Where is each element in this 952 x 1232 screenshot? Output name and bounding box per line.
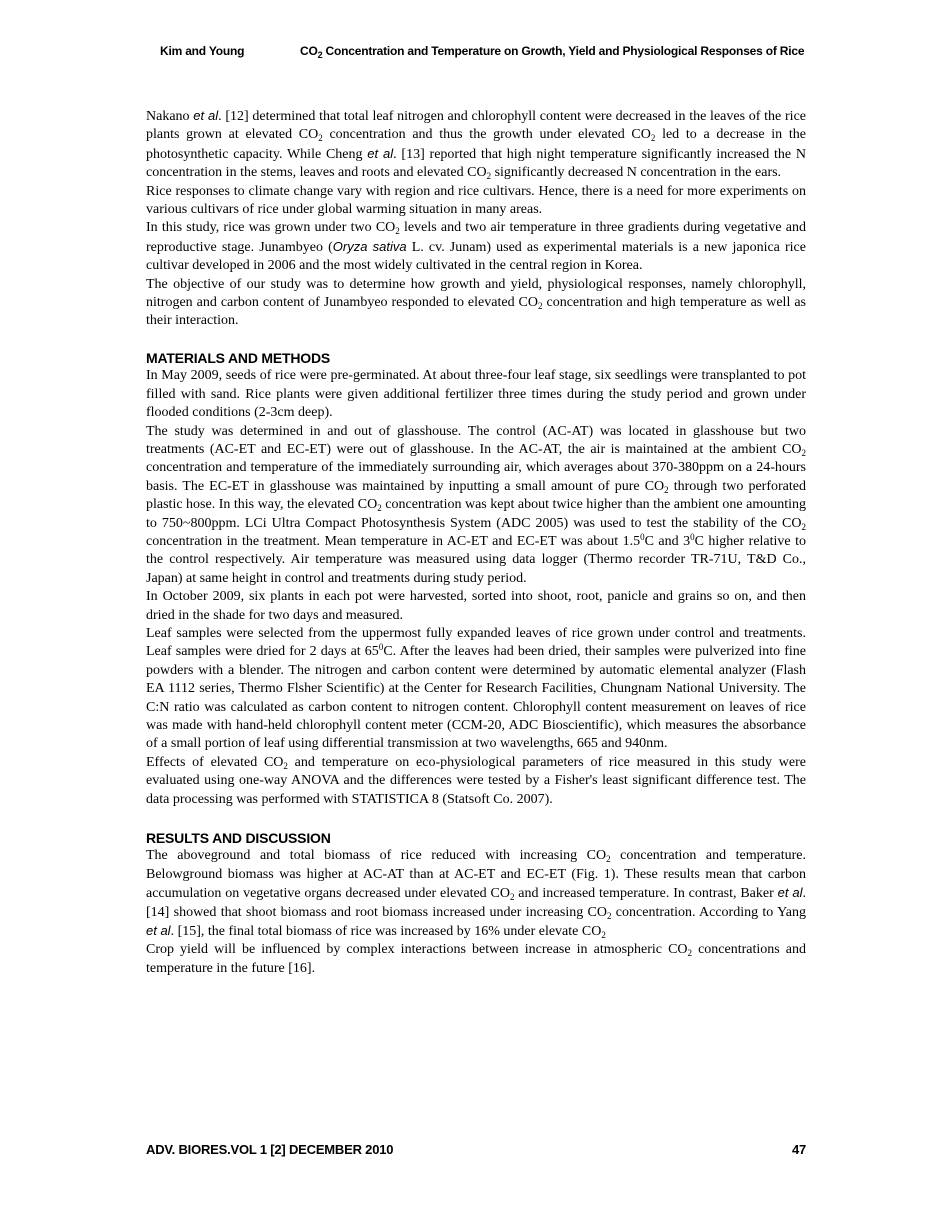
running-header <box>160 44 820 58</box>
page-footer <box>146 1142 806 1157</box>
intro-paragraph-3: In this study, rice was grown under two $CO_2$ levels and two air temperature in three gradients during vegetative and reproductive stage. Junambyeo (Oryza sativa L. cv. Junam) used as experimental materials is a new japonica rice cultivar developed in 2006 and the most widely cultivated in the central region in Korea. <box>146 220 806 274</box>
intro-paragraph-1: Nakano et al. [12] determined that total leaf nitrogen and chlorophyll content were decreased in the leaves of the rice plants grown at elevated $CO_2$ concentration and thus the growth under elevated $CO_2$ led to a decrease in the photosynthetic capacity. While Cheng et al. [13] reported that high night temperature significantly increased the N concentration in the stems, leaves and roots and elevated $CO_2$ significantly decreased N concentration in the ears. <box>146 108 806 182</box>
section-heading-methods: MATERIALS AND METHODS <box>146 349 331 366</box>
page-number: 47 <box>791 1142 806 1157</box>
section-heading-results: RESULTS AND DISCUSSION <box>146 830 331 847</box>
results-paragraph-2: Crop yield will be influenced by complex interactions between increase in atmospheric $CO_2$ concentrations and temperature in the future [16]. <box>146 942 806 976</box>
header-authors: Kim and Young <box>160 44 245 58</box>
footer-journal: ADV. BIORES.VOL 1 [2] DECEMBER 2010 <box>146 1142 394 1157</box>
methods-paragraph-1: In May 2009, seeds of rice were pre-germinated. At about three-four leaf stage, six seedlings were transplanted to pot filled with sand. Rice plants were given additional fertilizer three times during the study period and grown under flooded conditions (2-3cm deep). <box>146 368 806 421</box>
article-body <box>146 107 806 978</box>
results-paragraph-1: The aboveground and total biomass of rice reduced with increasing $CO_2$ concentration and temperature. Belowground biomass was higher at AC-AT than at AC-ET and EC-ET (Fig. 1). These results mean that carbon accumulation on vegetative organs decreased under elevated $CO_2$ and increased temperature. In contrast, Baker et al. [14] showed that shoot biomass and root biomass increased under increasing $CO_2$ concentration. According to Yang et al. [15], the final total biomass of rice was increased by 16% under elevate $CO_2$ <box>146 848 807 941</box>
intro-paragraph-2: Rice responses to climate change vary with region and rice cultivars. Hence, there is a need for more experiments on various cultivars of rice under global warming situation in many areas. <box>146 183 806 218</box>
methods-paragraph-5: Effects of elevated $CO_2$ and temperature on eco-physiological parameters of rice measured in this study were evaluated using one-way ANOVA and the differences were tested by a Fisher's least significant difference test. The data processing was performed with STATISTICA 8 (Statsoft Co. 2007). <box>146 754 806 807</box>
methods-paragraph-3: In October 2009, six plants in each pot were harvested, sorted into shoot, root, panicle and grains so on, and then dried in the shade for two days and measured. <box>146 589 806 623</box>
methods-paragraph-4: Leaf samples were selected from the uppermost fully expanded leaves of rice grown under control and treatments. Leaf samples were dried for 2 days at $65^0C$. After the leaves had been dried, their samples were pulverized into fine powders with a blender. The nitrogen and carbon content were determined by automatic elemental analyzer (Flash EA 1112 series, Thermo Flsher Scientific) at the Center for Research Facilities, Chungnam National University. The C:N ratio was calculated as carbon content to nitrogen content. Chlorophyll content measurement on leaves of rice was made with hand-held chlorophyll content meter (CCM-20, ADC Bioscientific), which measures the absorbance of a small portion of leaf using differential transmission at two wavelengths, 665 and 940nm. <box>146 625 806 752</box>
intro-paragraph-4: The objective of our study was to determine how growth and yield, physiological responses, namely chlorophyll, nitrogen and carbon content of Junambyeo responded to elevated $CO_2$ concentration and high temperature as well as their interaction. <box>146 276 806 329</box>
header-title: $CO_2$ Concentration and Temperature on Growth, Yield and Physiological Responses of Rice <box>300 44 805 60</box>
methods-paragraph-2: The study was determined in and out of glasshouse. The control (AC-AT) was located in glasshouse but two treatments (AC-ET and EC-ET) were out of glasshouse. In the AC-AT, the air is maintained at the ambient $CO_2$ concentration and temperature of the immediately surrounding air, which averages about 370-380ppm on a 24-hours basis. The EC-ET in glasshouse was maintained by inputting a small amount of pure $CO_2$ through two perforated plastic hose. In this way, the elevated $CO_2$ concentration was kept about twice higher than the ambient one amounting to 750~800ppm. LCi Ultra Compact Photosynthesis System (ADC 2005) was used to test the stability of the $CO_2$ concentration in the treatment. Mean temperature in AC-ET and EC-ET was about $1.5^0C$ and $3^0C$ higher relative to the control respectively. Air temperature was measured using data logger (Thermo recorder TR-71U, T&D Co., Japan) at same height in control and treatments during study period. <box>146 423 807 586</box>
